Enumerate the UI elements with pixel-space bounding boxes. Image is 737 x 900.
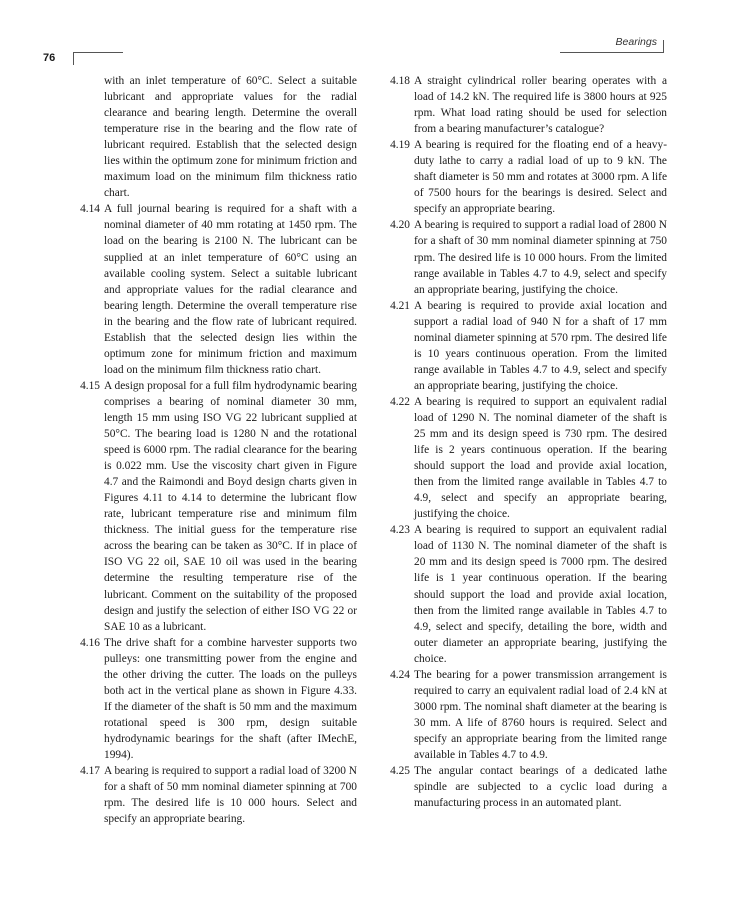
- problem-4-15: [66, 378, 357, 635]
- header-rule-right-horizontal: [560, 52, 663, 53]
- problem-text: The angular contact bearings of a dedicated lathe spindle are subjected to a cyclic load during a manufacturing process in an automated plant.: [414, 765, 667, 810]
- problem-text: A bearing is required to support a radial load of 3200 N for a shaft of 50 mm nominal diameter spinning at 700 rpm. The desired life is 10 000 hours. Select and specify an appropriate bearing.: [104, 765, 357, 826]
- problem-number: 4.21: [390, 299, 410, 312]
- problem-text: A design proposal for a full film hydrodynamic bearing comprises a bearing of nominal diameter 30 mm, length 15 mm using ISO VG 22 lubricant supplied at 50°C. The bearing load is 1280 N and the rotational speed is 6000 rpm. The radial clearance for the bearing is 0.022 mm. Use the viscosity chart given in Figure 4.7 and the Raimondi and Boyd design charts given in Figures 4.11 to 4.14 to determine the lubricant flow rate, lubricant temperature rise and minimum film thickness. The initial guess for the temperature rise across the bearing can be taken as 30°C. If in place of ISO VG 22 oil, SAE 10 oil was used in the bearing determine the resulting temperature rise of the lubricant. Comment on the suitability of the proposed design and justify the selection of either ISO VG 22 or SAE 10 as a lubricant.: [104, 379, 357, 633]
- continuation-paragraph: with an inlet temperature of 60°C. Select a suitable lubricant and appropriate values for the radial clearance and bearing length. Determine the overall temperature rise in the bearing and the flow rate of lubricant required. Establish that the selected design lies within the optimum zone for minimum friction and maximum load on the minimum film thickness ratio chart.: [104, 75, 357, 200]
- problem-number: 4.23: [390, 524, 410, 537]
- header-rule-right-vertical: [663, 40, 664, 53]
- header-rule-left-horizontal: [73, 52, 123, 53]
- problem-number: 4.24: [390, 668, 410, 681]
- problem-4-18: [376, 73, 667, 137]
- problem-text: A full journal bearing is required for a shaft with a nominal diameter of 40 mm rotating at 1450 rpm. The load on the bearing is 2100 N. The lubricant can be supplied at an inlet temperature of 60°C using an available cooling system. Select a suitable lubricant and appropriate values for the radial clearance and bearing length. Determine the overall temperature rise in the bearing and the flow rate of lubricant required. Establish that the selected design lies within the optimum zone for minimum friction and maximum load on the minimum film thickness ratio chart.: [104, 203, 357, 376]
- page-number: 76: [43, 52, 56, 64]
- left-column: [66, 73, 357, 827]
- problem-4-21: [376, 298, 667, 394]
- problem-number: 4.18: [390, 75, 410, 87]
- problem-4-16: [66, 635, 357, 763]
- problem-number: 4.16: [80, 636, 100, 649]
- problem-4-22: [376, 394, 667, 522]
- problem-4-24: [376, 667, 667, 763]
- problem-text: A bearing is required to provide axial location and support a radial load of 940 N for a shaft of 17 mm nominal diameter spinning at 570 rpm. The desired life is 10 years continuous operation. From the limited range available in Tables 4.7 to 4.9, select and specify an appropriate bearing, justifying the choice.: [414, 299, 667, 392]
- problem-number: 4.14: [80, 203, 100, 216]
- problem-4-20: [376, 217, 667, 297]
- problem-4-19: [376, 137, 667, 217]
- problem-text: The drive shaft for a combine harvester supports two pulleys: one transmitting power from the engine and the other driving the cutter. The loads on the pulleys both act in the vertical plane as shown in Figure 4.33. If the diameter of the shaft is 50 mm and the maximum rotational speed is 300 rpm, design suitable hydrodynamic bearings for the shaft (after IMechE, 1994).: [104, 636, 357, 761]
- right-column: [376, 73, 667, 811]
- problem-number: 4.22: [390, 395, 410, 408]
- problem-text: A straight cylindrical roller bearing operates with a load of 14.2 kN. The required life is 3800 hours at 925 rpm. What load rating should be used for selection from a bearing manufacturer’s catalogue?: [414, 75, 667, 136]
- header-rule-left-vertical: [73, 52, 74, 65]
- problem-4-23: [376, 522, 667, 666]
- problem-4-25: [376, 763, 667, 811]
- problem-text: A bearing is required to support an equivalent radial load of 1290 N. The nominal diameter of the shaft is 25 mm and its design speed is 730 rpm. The desired life is 2 years continuous operation. If the bearing should support the load and provide axial location, then from the limited range available in Tables 4.7 to 4.9, select and specify an appropriate bearing, justifying the choice.: [414, 395, 667, 521]
- problem-4-14: [66, 201, 357, 378]
- problem-number: 4.19: [390, 139, 410, 152]
- problem-text: A bearing is required for the floating end of a heavy-duty lathe to carry a radial load of up to 9 kN. The shaft diameter is 50 mm and rotates at 3000 rpm. A life of 7500 hours for the bearings is desired. Select and specify an appropriate bearing.: [414, 139, 667, 216]
- problem-number: 4.17: [80, 765, 100, 778]
- problem-text: A bearing is required to support an equivalent radial load of 1130 N. The nominal diameter of the shaft is 20 mm and its design speed is 7000 rpm. The desired life is 1 year continuous operation. If the bearing should support the load and provide axial location, then from the limited range available in Tables 4.7 to 4.9, select and specify, detailing the bore, width and outer diameter an appropriate bearing, justifying the choice.: [414, 524, 667, 665]
- problem-text: The bearing for a power transmission arrangement is required to carry an equivalent radial load of 2.4 kN at 3000 rpm. The nominal shaft diameter at the bearing is 30 mm. A life of 8760 hours is required. Select and specify an appropriate bearing from the limited range available in Tables 4.7 to 4.9.: [414, 668, 667, 761]
- problem-text: A bearing is required to support a radial load of 2800 N for a shaft of 30 mm nominal diameter spinning at 750 rpm. The desired life is 10 000 hours. From the limited range available in Tables 4.7 to 4.9, select and specify an appropriate bearing, justifying the choice.: [414, 219, 667, 296]
- problem-number: 4.15: [80, 379, 100, 392]
- problem-number: 4.25: [390, 765, 410, 778]
- running-head: Bearings: [615, 36, 657, 48]
- problem-4-17: [66, 763, 357, 827]
- problem-number: 4.20: [390, 219, 410, 232]
